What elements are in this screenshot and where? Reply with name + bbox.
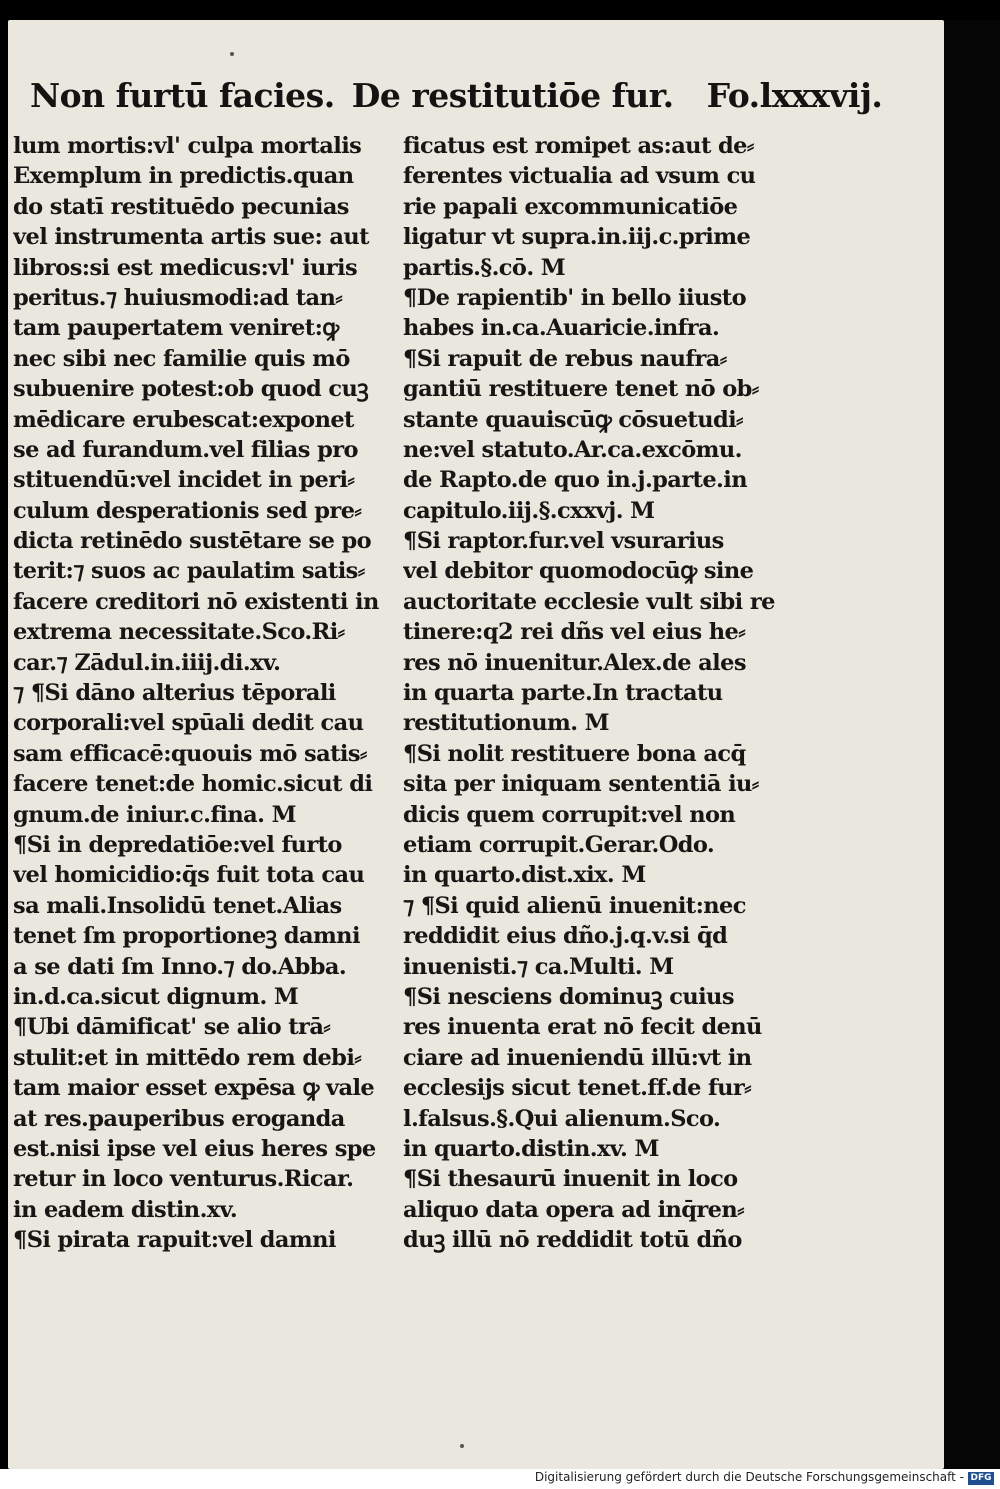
text-line: ¶Si raptor.fur.vel vsurarius — [403, 528, 724, 555]
ink-speck — [460, 1444, 464, 1448]
folio-number: Fo.lxxxvij. — [706, 76, 883, 115]
running-header — [30, 76, 883, 126]
text-line: ne:vel statuto.Ar.ca.excōmu. — [403, 436, 742, 463]
text-line: ¶Si nolit restituere bona acq̄ — [403, 740, 746, 767]
text-line: gantiū restituere tenet nō ob⸗ — [403, 376, 759, 403]
text-line: vel instrumenta artis sue: aut — [13, 224, 369, 251]
text-line: ⁊ ¶Si dāno alterius tēporali — [13, 680, 336, 707]
dfg-logo: DFG — [968, 1472, 994, 1485]
text-line: dicis quem corrupit:vel non — [403, 801, 736, 828]
text-line: ¶Si nesciens dominuꝫ cuius — [403, 983, 734, 1010]
text-line: culum desperationis sed pre⸗ — [13, 497, 362, 524]
text-line: do statī restituēdo pecunias — [13, 193, 349, 220]
text-line: l.falsus.§.Qui alienum.Sco. — [403, 1105, 721, 1132]
text-line: duꝫ illū nō reddidit totū dño — [403, 1227, 742, 1254]
text-line: etiam corrupit.Gerar.Odo. — [403, 831, 715, 858]
text-line: de Rapto.de quo in.j.parte.in — [403, 467, 747, 494]
text-line: ecclesijs sicut tenet.ff.de fur⸗ — [403, 1075, 751, 1102]
text-line: tam paupertatem veniret:ꝙ — [13, 315, 339, 342]
text-line: ¶De rapientib' in bello iiusto — [403, 284, 747, 311]
text-line: tinere:q2 rei dñs vel eius he⸗ — [403, 619, 746, 646]
text-line: tenet ſm proportioneꝫ damni — [13, 923, 360, 950]
text-line: res nō inuenitur.Alex.de ales — [403, 649, 746, 676]
text-line: habes in.ca.Auaricie.infra. — [403, 315, 720, 342]
text-line: sita per iniquam sententiā iu⸗ — [403, 771, 759, 798]
text-line: ¶Si pirata rapuit:vel damni — [13, 1227, 336, 1254]
text-line: restitutionum. M — [403, 710, 609, 737]
text-line: facere tenet:de homic.sicut di — [13, 771, 373, 798]
text-line: capitulo.iij.§.cxxvj. M — [403, 497, 655, 524]
text-line: vel homicidio:q̄s fuit tota cau — [13, 862, 365, 889]
text-line: sa mali.Insolidū tenet.Alias — [13, 892, 342, 919]
text-line: a se dati ſm Inno.⁊ do.Abba. — [13, 953, 347, 980]
text-line: res inuenta erat nō fecit denū — [403, 1014, 762, 1041]
text-line: rie papali excommunicatiōe — [403, 193, 738, 220]
text-line: terit:⁊ suos ac paulatim satis⸗ — [13, 558, 365, 585]
text-line: gnum.de iniur.c.fina. M — [13, 801, 296, 828]
text-line: ¶Si in depredatiōe:vel furto — [13, 831, 342, 858]
text-line: partis.§.cō. M — [403, 254, 566, 281]
text-line: sam efficacē:quouis mō satis⸗ — [13, 740, 367, 767]
text-line: stante quauiscūꝙ cōsuetudi⸗ — [403, 406, 743, 433]
text-line: dicta retinēdo sustētare se po — [13, 528, 372, 555]
text-line: extrema necessitate.Sco.Ri⸗ — [13, 619, 345, 646]
text-line: Exemplum in predictis.quan — [13, 163, 354, 190]
text-line: inuenisti.⁊ ca.Multi. M — [403, 953, 674, 980]
text-line: ¶Si thesaurū inuenit in loco — [403, 1166, 738, 1193]
text-line: car.⁊ Zādul.in.iiij.di.xv. — [13, 649, 281, 676]
text-column-left — [13, 131, 393, 1255]
text-line: ¶Si rapuit de rebus naufra⸗ — [403, 345, 727, 372]
text-line: subuenire potest:ob quod cuꝫ — [13, 376, 369, 403]
text-line: in quarto.distin.xv. M — [403, 1135, 659, 1162]
text-line: est.nisi ipse vel eius heres spe — [13, 1135, 376, 1162]
text-line: at res.pauperibus eroganda — [13, 1105, 345, 1132]
text-line: aliquo data opera ad inq̄ren⸗ — [403, 1196, 745, 1223]
text-line: ferentes victualia ad vsum cu — [403, 163, 756, 190]
page-edge-shadow — [944, 20, 1000, 1469]
text-line: corporali:vel spūali dedit cau — [13, 710, 364, 737]
text-line: ligatur vt supra.in.iij.c.prime — [403, 224, 751, 251]
text-line: retur in loco venturus.Ricar. — [13, 1166, 354, 1193]
text-line: vel debitor quomodocūꝙ sine — [403, 558, 754, 585]
text-column-right — [403, 131, 788, 1255]
funding-credit: Digitalisierung gefördert durch die Deutsche Forschungsgemeinschaft - — [534, 1470, 964, 1484]
text-line: ⁊ ¶Si quid alienū inuenit:nec — [403, 892, 746, 919]
footer-bar — [0, 1469, 1000, 1489]
ink-speck — [230, 52, 234, 56]
text-line: se ad furandum.vel filias pro — [13, 436, 358, 463]
text-line: in quarto.dist.xix. M — [403, 862, 646, 889]
text-line: mēdicare erubescat:exponet — [13, 406, 354, 433]
text-line: in quarta parte.In tractatu — [403, 680, 723, 707]
text-line: in.d.ca.sicut dignum. M — [13, 983, 299, 1010]
text-line: libros:si est medicus:vl' iuris — [13, 254, 358, 281]
text-line: tam maior esset expēsa ꝙ vale — [13, 1075, 375, 1102]
text-line: ¶Ubi dāmificat' se alio trā⸗ — [13, 1014, 331, 1041]
text-line: ficatus est romipet as:aut de⸗ — [403, 133, 754, 159]
text-line: stulit:et in mittēdo rem debi⸗ — [13, 1044, 362, 1071]
text-line: peritus.⁊ huiusmodi:ad tan⸗ — [13, 284, 343, 311]
text-line: lum mortis:vl' culpa mortalis — [13, 133, 362, 159]
text-line: reddidit eius dño.j.q.v.si q̄d — [403, 923, 728, 950]
header-title-middle: De restitutiōe fur. — [351, 76, 674, 115]
header-title-left: Non furtū facies. — [30, 76, 335, 115]
text-line: stituendū:vel incidet in peri⸗ — [13, 467, 355, 494]
text-line: in eadem distin.xv. — [13, 1196, 238, 1223]
text-line: ciare ad inueniendū illū:vt in — [403, 1044, 752, 1071]
text-line: auctoritate ecclesie vult sibi re — [403, 588, 775, 615]
text-line: nec sibi nec familie quis mō — [13, 345, 350, 372]
text-line: facere creditori nō existenti in — [13, 588, 379, 615]
